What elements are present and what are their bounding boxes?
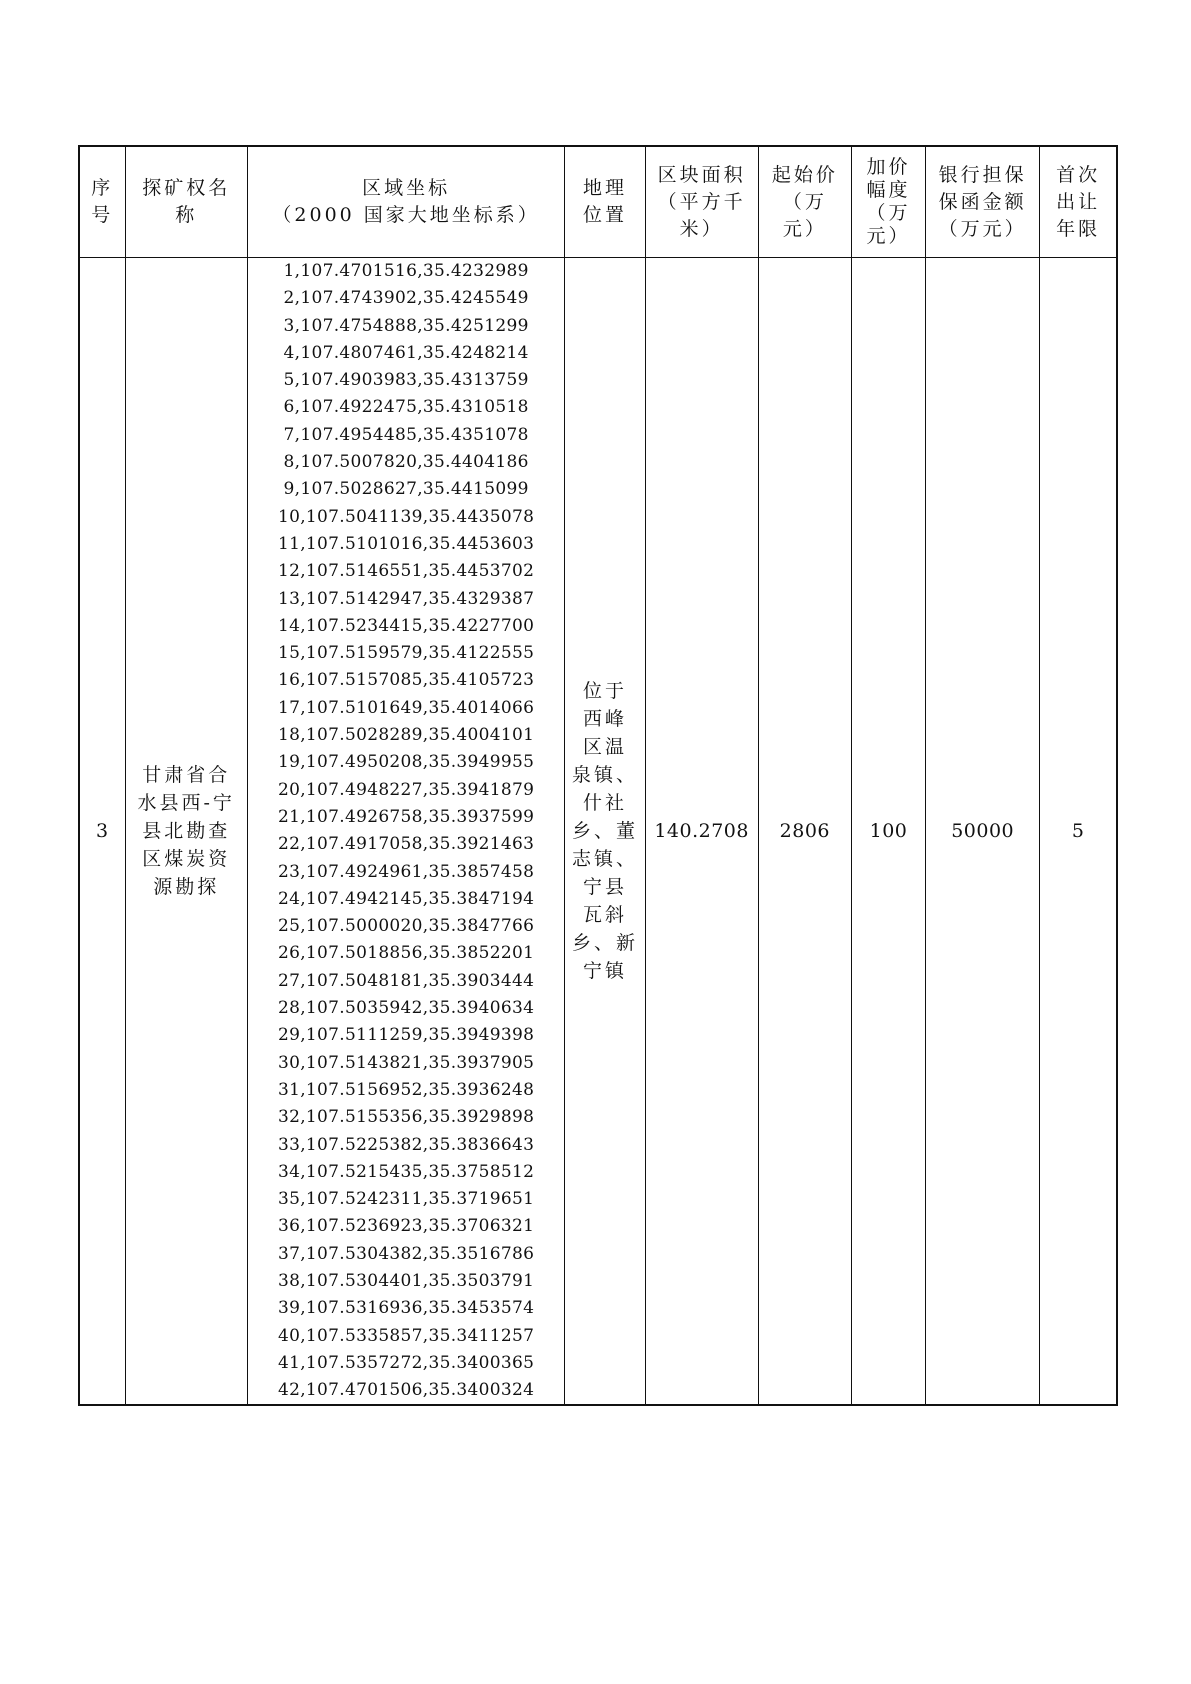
coordinate-item: 31,107.5156952,35.3936248 [277,1079,535,1100]
coordinate-item: 4,107.4807461,35.4248214 [283,342,529,363]
header-increment: 加价 幅度 （万 元） [851,146,925,258]
table-header [79,146,1117,258]
coordinate-item: 41,107.5357272,35.3400365 [277,1352,535,1373]
coordinate-item: 23,107.4924961,35.3857458 [277,861,535,882]
coordinate-list [248,258,565,1404]
coordinate-item: 18,107.5028289,35.4004101 [277,725,535,746]
header-seq: 序 号 [79,146,125,258]
coordinate-item: 5,107.4903983,35.4313759 [283,370,529,391]
coordinate-item: 2,107.4743902,35.4245549 [283,288,529,309]
coordinate-item: 27,107.5048181,35.3903444 [277,970,535,991]
coordinate-item: 25,107.5000020,35.3847766 [277,916,535,937]
header-row [79,146,1117,258]
coordinate-item: 34,107.5215435,35.3758512 [277,1161,535,1182]
coordinate-item: 20,107.4948227,35.3941879 [277,779,535,800]
mining-right-name: 甘肃省合 水县西-宁 县北勘查 区煤炭资 源勘探 [137,764,235,899]
coordinate-item: 38,107.5304401,35.3503791 [277,1270,535,1291]
coordinate-item: 30,107.5143821,35.3937905 [277,1052,535,1073]
header-location: 地理 位置 [565,146,645,258]
header-name: 探矿权名 称 [125,146,247,258]
coordinate-item: 35,107.5242311,35.3719651 [277,1189,535,1210]
header-area: 区块面积 （平方千 米） [645,146,758,258]
coordinate-item: 7,107.4954485,35.4351078 [283,424,529,445]
coordinate-item: 9,107.5028627,35.4415099 [283,479,529,500]
mining-rights-table [78,145,1118,1406]
coordinate-item: 12,107.5146551,35.4453702 [277,561,535,582]
header-coords: 区域坐标 （2000 国家大地坐标系） [247,146,565,258]
cell-area: 140.2708 [645,258,758,1406]
cell-coords [247,258,565,1406]
cell-guarantee: 50000 [926,258,1040,1406]
header-term: 首次 出让 年限 [1040,146,1117,258]
table-row [79,258,1117,1406]
coordinate-item: 17,107.5101649,35.4014066 [277,697,535,718]
coordinate-item: 29,107.5111259,35.3949398 [277,1025,535,1046]
header-guarantee: 银行担保 保函金额 （万元） [926,146,1040,258]
cell-start-price: 2806 [758,258,851,1406]
coordinate-item: 28,107.5035942,35.3940634 [277,998,535,1019]
coordinate-item: 16,107.5157085,35.4105723 [277,670,535,691]
coordinate-item: 1,107.4701516,35.4232989 [283,261,529,281]
coordinate-item: 24,107.4942145,35.3847194 [277,888,535,909]
coordinate-item: 37,107.5304382,35.3516786 [277,1243,535,1264]
coordinate-item: 22,107.4917058,35.3921463 [277,834,535,855]
coordinate-item: 10,107.5041139,35.4435078 [277,506,535,527]
coordinate-item: 13,107.5142947,35.4329387 [277,588,535,609]
header-start-price: 起始价 （万 元） [758,146,851,258]
cell-name [125,258,247,1406]
cell-seq: 3 [79,258,125,1406]
coordinate-item: 19,107.4950208,35.3949955 [277,752,535,773]
coordinate-item: 36,107.5236923,35.3706321 [277,1216,535,1237]
coordinate-item: 11,107.5101016,35.4453603 [277,533,535,554]
cell-term: 5 [1040,258,1117,1406]
cell-location [565,258,645,1406]
location-text: 位于 西峰 区温 泉镇、 什社 乡、董 志镇、 宁县 瓦斜 乡、新 宁镇 [571,680,638,983]
coordinate-item: 33,107.5225382,35.3836643 [277,1134,535,1155]
coordinate-item: 6,107.4922475,35.4310518 [283,397,529,418]
coordinate-item: 14,107.5234415,35.4227700 [277,615,535,636]
coordinate-item: 42,107.4701506,35.3400324 [277,1380,535,1401]
coordinate-item: 26,107.5018856,35.3852201 [277,943,535,964]
coordinate-item: 15,107.5159579,35.4122555 [277,643,535,664]
coordinate-item: 40,107.5335857,35.3411257 [277,1325,535,1346]
coordinate-item: 21,107.4926758,35.3937599 [277,806,535,827]
coordinate-item: 39,107.5316936,35.3453574 [277,1298,535,1319]
coordinate-item: 8,107.5007820,35.4404186 [283,452,529,473]
cell-increment: 100 [851,258,925,1406]
coordinate-item: 3,107.4754888,35.4251299 [283,315,529,336]
table-body [79,258,1117,1406]
coordinate-item: 32,107.5155356,35.3929898 [277,1107,535,1128]
